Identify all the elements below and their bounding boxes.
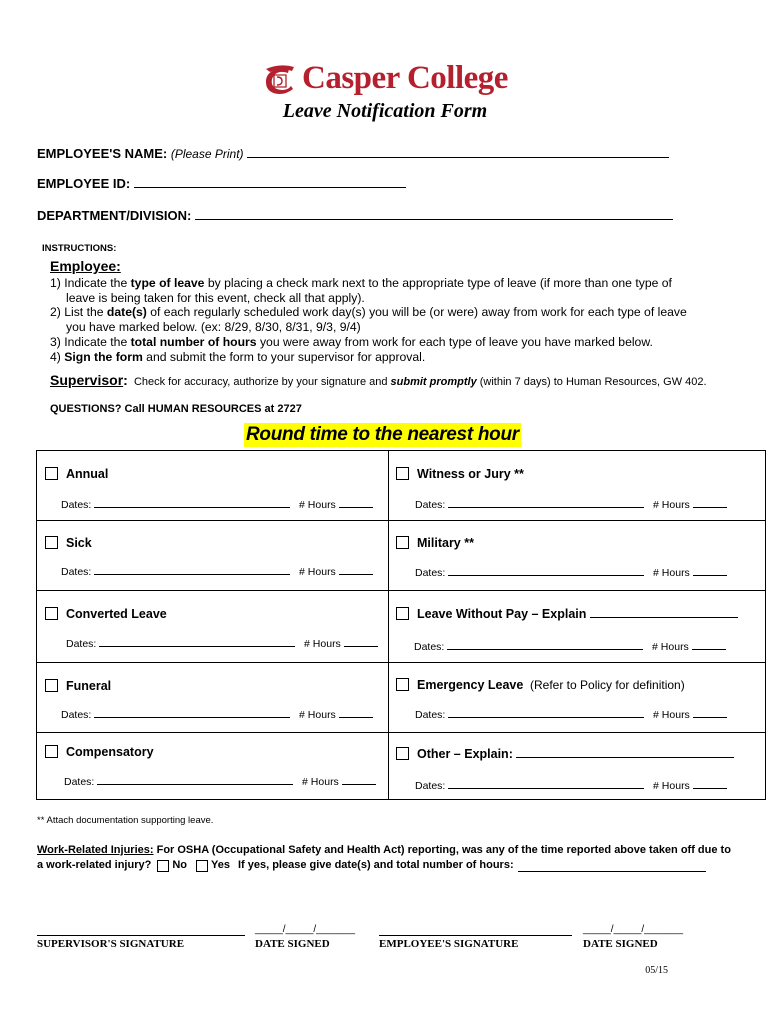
- employee-date-label: DATE SIGNED: [583, 938, 658, 950]
- form-title: Leave Notification Form: [282, 100, 488, 122]
- witness-jury-checkbox[interactable]: [396, 467, 409, 480]
- instruction-step-2-cont: you have marked below. (ex: 8/29, 8/30, 8/31, 9/3, 9/4): [66, 320, 361, 334]
- instruction-step-4: 4) Sign the form and submit the form to your supervisor for approval.: [50, 350, 426, 364]
- employee-signature-line[interactable]: [379, 935, 572, 936]
- questions-line: QUESTIONS? Call HUMAN RESOURCES at 2727: [50, 403, 302, 415]
- witness-jury-dates[interactable]: Dates: # Hours: [415, 498, 727, 511]
- other-explain-field[interactable]: [516, 747, 734, 758]
- injury-no-label: No: [172, 859, 187, 871]
- converted-leave-label: Converted Leave: [66, 607, 167, 621]
- emergency-leave-note: (Refer to Policy for definition): [530, 678, 685, 692]
- casper-college-logo: [262, 60, 508, 97]
- military-label: Military **: [417, 536, 474, 550]
- employee-heading: Employee:: [50, 258, 121, 274]
- leave-types-grid: [36, 450, 766, 800]
- documentation-note: ** Attach documentation supporting leave.: [37, 815, 214, 826]
- employee-name-row: [37, 146, 669, 161]
- department-field[interactable]: [195, 208, 673, 220]
- annual-dates[interactable]: Dates: # Hours: [61, 498, 373, 511]
- lwop-checkbox[interactable]: [396, 607, 409, 620]
- emergency-leave-dates[interactable]: Dates: # Hours: [415, 708, 727, 721]
- supervisor-signature-line[interactable]: [37, 935, 245, 936]
- compensatory-dates[interactable]: Dates: # Hours: [64, 775, 376, 788]
- converted-leave-checkbox[interactable]: [45, 607, 58, 620]
- employee-id-label: EMPLOYEE ID:: [37, 176, 131, 191]
- work-related-injuries: Work-Related Injuries: For OSHA (Occupational Safety and Health Act) reporting, was any of the time reported above taken off due to a work-related injury? No Yes If yes, please give date(s) and total number of hours:: [37, 844, 731, 871]
- instruction-step-1: 1) Indicate the type of leave by placing a check mark next to the appropriate type of leave (if more than one type of: [50, 276, 672, 290]
- work-related-heading: Work-Related Injuries:: [37, 844, 154, 856]
- employee-date-field[interactable]: _____/_____/_______: [583, 924, 684, 935]
- employee-signature-label: EMPLOYEE'S SIGNATURE: [379, 938, 519, 950]
- sick-checkbox[interactable]: [45, 536, 58, 549]
- department-label: DEPARTMENT/DIVISION:: [37, 208, 192, 223]
- emergency-leave-label: Emergency Leave: [417, 678, 524, 692]
- department-row: [37, 208, 673, 223]
- injury-details-field[interactable]: [518, 860, 706, 872]
- instruction-step-1-cont: leave is being taken for this event, check all that apply).: [66, 291, 365, 305]
- military-dates[interactable]: Dates: # Hours: [415, 566, 727, 579]
- converted-leave-dates[interactable]: Dates: # Hours: [66, 637, 378, 650]
- military-checkbox[interactable]: [396, 536, 409, 549]
- employee-id-field[interactable]: [134, 176, 406, 188]
- emergency-leave-checkbox[interactable]: [396, 678, 409, 691]
- lwop-explain-field[interactable]: [590, 607, 738, 618]
- injury-yes-label: Yes: [210, 859, 230, 871]
- sick-dates[interactable]: Dates: # Hours: [61, 565, 373, 578]
- lwop-label: Leave Without Pay – Explain: [417, 607, 738, 621]
- college-seal-icon: [262, 63, 298, 95]
- employee-name-hint: (Please Print): [170, 147, 244, 161]
- supervisor-instruction: Supervisor: Check for accuracy, authorize by your signature and submit promptly (within 7 days) to Human Resources, GW 402.: [50, 372, 707, 388]
- supervisor-signature-label: SUPERVISOR'S SIGNATURE: [37, 938, 185, 950]
- witness-jury-label: Witness or Jury **: [417, 467, 524, 481]
- form-version: 05/15: [645, 965, 668, 976]
- logo-text: Casper College: [302, 60, 508, 96]
- annual-checkbox[interactable]: [45, 467, 58, 480]
- injury-no-checkbox[interactable]: [157, 860, 169, 872]
- other-label: Other – Explain:: [417, 747, 734, 761]
- funeral-label: Funeral: [66, 679, 112, 693]
- instruction-step-3: 3) Indicate the total number of hours you were away from work for each type of leave you have marked below.: [50, 335, 653, 349]
- sick-label: Sick: [66, 536, 92, 550]
- supervisor-date-label: DATE SIGNED: [255, 938, 330, 950]
- funeral-checkbox[interactable]: [45, 679, 58, 692]
- employee-name-label: EMPLOYEE'S NAME:: [37, 146, 168, 161]
- employee-name-field[interactable]: [247, 146, 669, 158]
- compensatory-label: Compensatory: [66, 745, 154, 759]
- funeral-dates[interactable]: Dates: # Hours: [61, 708, 373, 721]
- instructions-heading: INSTRUCTIONS:: [42, 243, 117, 254]
- employee-id-row: [37, 176, 406, 191]
- injury-yes-checkbox[interactable]: [196, 860, 208, 872]
- lwop-dates[interactable]: Dates: # Hours: [414, 640, 726, 653]
- other-checkbox[interactable]: [396, 747, 409, 760]
- round-time-banner: Round time to the nearest hour: [246, 424, 519, 445]
- instruction-step-2: 2) List the date(s) of each regularly scheduled work day(s) you will be (or were) away from work for each type of leave: [50, 305, 687, 319]
- supervisor-date-field[interactable]: _____/_____/_______: [255, 924, 356, 935]
- other-dates[interactable]: Dates: # Hours: [415, 779, 727, 792]
- compensatory-checkbox[interactable]: [45, 745, 58, 758]
- annual-label: Annual: [66, 467, 109, 481]
